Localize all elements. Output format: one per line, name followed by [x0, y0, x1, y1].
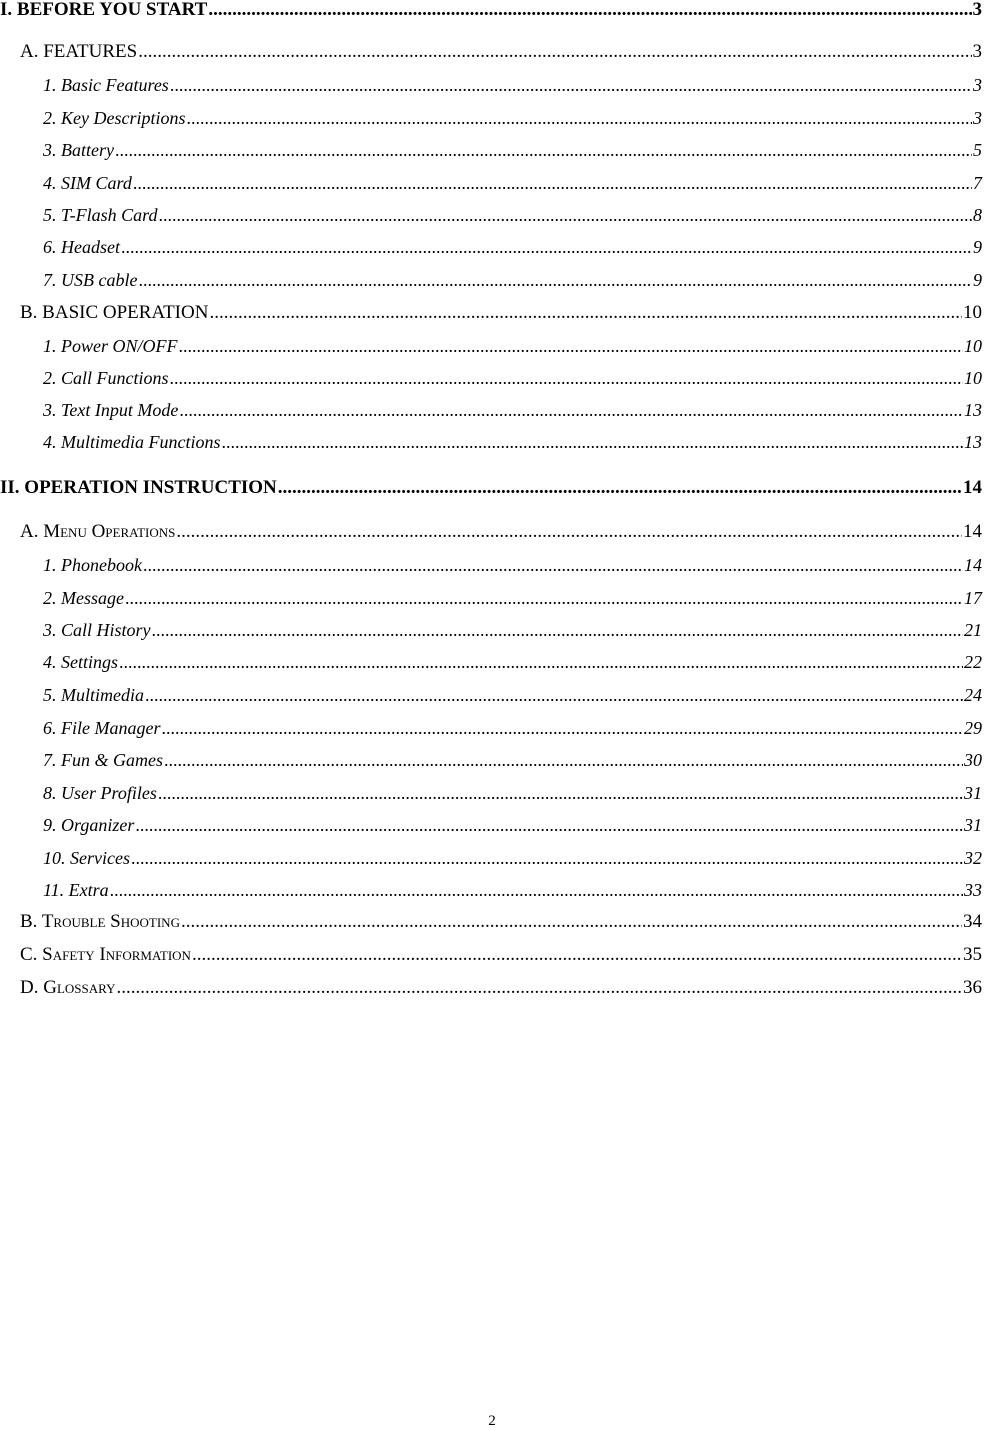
- toc-dot-leader: [179, 398, 963, 422]
- toc-entry-page: 30: [964, 750, 982, 770]
- toc-entry-label: 7. USB cable: [43, 270, 138, 290]
- toc-entry-label: 5. T-Flash Card: [43, 205, 158, 225]
- toc-dot-leader: [278, 476, 962, 500]
- toc-entry: [43, 398, 982, 422]
- toc-entry: [20, 301, 982, 325]
- toc-entry: [43, 781, 982, 805]
- toc-entry-label: 1. Power ON/OFF: [43, 336, 178, 356]
- toc-entry-label: 7. Fun & Games: [43, 750, 163, 770]
- toc-dot-leader: [176, 520, 962, 544]
- toc-entry: [20, 520, 982, 544]
- toc-entry-page: 31: [964, 815, 982, 835]
- toc-dot-leader: [221, 430, 963, 454]
- toc-entry-page: 22: [964, 652, 982, 672]
- toc-entry: [43, 553, 982, 577]
- toc-entry-page: 8: [973, 205, 982, 225]
- toc-entry: [43, 73, 982, 97]
- toc-entry: [43, 650, 982, 674]
- toc-dot-leader: [161, 716, 963, 740]
- toc-entry-page: 10: [964, 368, 982, 388]
- toc-entry-page: 14: [963, 521, 982, 542]
- toc-entry-page: 3: [973, 75, 982, 95]
- toc-dot-leader: [145, 683, 963, 707]
- toc-entry-page: 3: [972, 41, 982, 62]
- toc-entry: [43, 171, 982, 195]
- toc-dot-leader: [159, 203, 972, 227]
- toc-entry: [43, 268, 982, 292]
- toc-dot-leader: [152, 618, 963, 642]
- toc-entry-label: 5. Multimedia: [43, 685, 144, 705]
- toc-entry-page: 7: [973, 173, 982, 193]
- toc-entry-label: 2. Message: [43, 588, 124, 608]
- toc-entry-label: C. Safety Information: [20, 944, 191, 965]
- page-number: 2: [488, 1413, 496, 1429]
- toc-dot-leader: [110, 878, 963, 902]
- toc-entry-label: 3. Call History: [43, 620, 151, 640]
- toc-entry-label: 6. Headset: [43, 237, 120, 257]
- toc-dot-leader: [133, 171, 972, 195]
- toc-entry-label: 4. Multimedia Functions: [43, 432, 221, 452]
- toc-entry: [43, 138, 982, 162]
- toc-entry: [43, 203, 982, 227]
- toc-dot-leader: [135, 813, 963, 837]
- toc-entry-page: 13: [964, 400, 982, 420]
- toc-dot-leader: [179, 334, 964, 358]
- toc-entry-label: B. Trouble Shooting: [20, 911, 180, 932]
- toc-entry-page: 24: [964, 685, 982, 705]
- toc-entry-page: 35: [963, 944, 982, 965]
- toc-entry-label: 11. Extra: [43, 880, 109, 900]
- toc-dot-leader: [116, 976, 962, 1000]
- toc-entry: [43, 106, 982, 130]
- toc-dot-leader: [192, 943, 962, 967]
- toc-entry-label: B. BASIC OPERATION: [20, 302, 209, 323]
- toc-entry-page: 9: [973, 237, 982, 257]
- toc-entry: [43, 586, 982, 610]
- toc-entry-page: 32: [964, 848, 982, 868]
- toc-entry: [20, 943, 982, 967]
- toc-entry-page: 5: [973, 140, 982, 160]
- toc-entry-label: 3. Battery: [43, 140, 114, 160]
- toc-dot-leader: [170, 73, 972, 97]
- toc-dot-leader: [131, 846, 963, 870]
- toc-entry: [43, 748, 982, 772]
- toc-entry: [20, 40, 982, 64]
- toc-dot-leader: [158, 781, 963, 805]
- toc-entry: [43, 618, 982, 642]
- toc-dot-leader: [208, 0, 971, 22]
- toc-entry-page: 21: [964, 620, 982, 640]
- toc-entry-label: 2. Call Functions: [43, 368, 169, 388]
- toc-dot-leader: [209, 301, 962, 325]
- toc-entry-page: 14: [964, 555, 982, 575]
- toc-entry-label: 1. Basic Features: [43, 75, 169, 95]
- toc-dot-leader: [186, 106, 972, 130]
- toc-entry: [43, 334, 982, 358]
- toc-entry-label: 2. Key Descriptions: [43, 108, 186, 128]
- toc-entry-page: 10: [963, 302, 982, 323]
- toc-dot-leader: [138, 268, 972, 292]
- toc-entry-label: 4. Settings: [43, 652, 118, 672]
- toc-entry-page: 36: [963, 977, 982, 998]
- toc-entry-label: I. BEFORE YOU START: [0, 0, 208, 20]
- toc-entry-page: 14: [963, 477, 982, 498]
- toc-entry: [43, 235, 982, 259]
- toc-entry: [0, 0, 982, 22]
- toc-entry-label: 9. Organizer: [43, 815, 135, 835]
- toc-entry-page: 31: [964, 783, 982, 803]
- toc-entry-page: 10: [964, 336, 982, 356]
- toc-dot-leader: [125, 586, 963, 610]
- toc-dot-leader: [115, 138, 972, 162]
- toc-entry: [43, 716, 982, 740]
- toc-entry: [43, 846, 982, 870]
- toc-entry-label: 10. Services: [43, 848, 130, 868]
- toc-entry-page: 9: [973, 270, 982, 290]
- toc-entry-label: 8. User Profiles: [43, 783, 157, 803]
- toc-entry-page: 34: [963, 911, 982, 932]
- toc-entry-label: A. Menu Operations: [20, 521, 176, 542]
- toc-entry: [20, 976, 982, 1000]
- toc-entry: [43, 366, 982, 390]
- toc-entry-label: II. OPERATION INSTRUCTION: [0, 477, 277, 498]
- toc-entry: [20, 910, 982, 934]
- toc-entry-label: 1. Phonebook: [43, 555, 142, 575]
- toc-entry-page: 29: [964, 718, 982, 738]
- toc-dot-leader: [121, 235, 972, 259]
- toc-entry-page: 3: [972, 0, 982, 20]
- toc-entry-label: A. FEATURES: [20, 41, 138, 62]
- toc-dot-leader: [164, 748, 963, 772]
- toc-entry-label: 3. Text Input Mode: [43, 400, 179, 420]
- toc-entry: [43, 430, 982, 454]
- toc-dot-leader: [181, 910, 962, 934]
- toc-entry: [0, 476, 982, 500]
- toc-entry-page: 3: [973, 108, 982, 128]
- toc-entry-page: 33: [964, 880, 982, 900]
- toc-entry: [43, 683, 982, 707]
- toc-entry-page: 13: [964, 432, 982, 452]
- toc-dot-leader: [138, 40, 971, 64]
- toc-dot-leader: [119, 650, 963, 674]
- toc-entry-label: D. Glossary: [20, 977, 116, 998]
- toc-entry: [43, 813, 982, 837]
- toc-dot-leader: [170, 366, 964, 390]
- toc-entry-label: 6. File Manager: [43, 718, 161, 738]
- toc-entry: [43, 878, 982, 902]
- toc-entry-page: 17: [964, 588, 982, 608]
- toc-entry-label: 4. SIM Card: [43, 173, 132, 193]
- toc-dot-leader: [143, 553, 963, 577]
